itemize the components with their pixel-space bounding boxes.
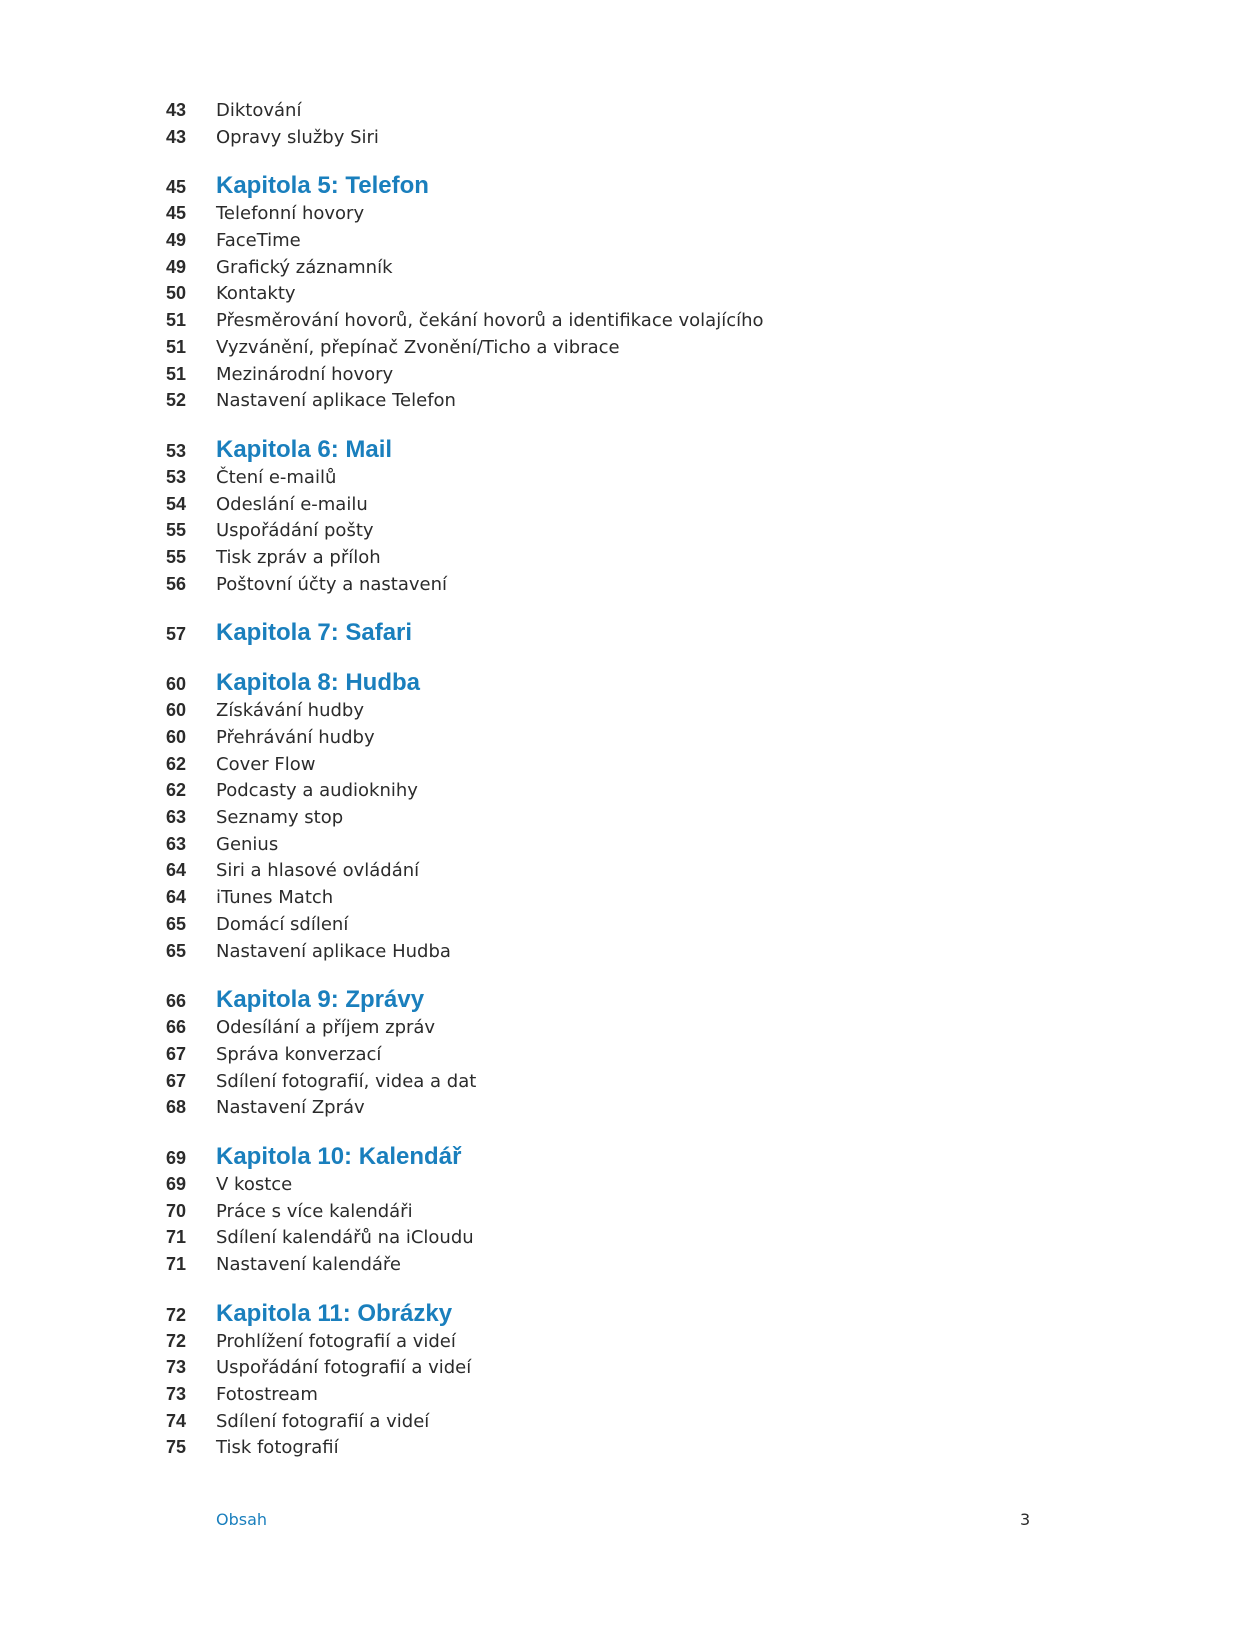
toc-entry[interactable] [166, 1381, 1066, 1408]
section-gap [166, 964, 1066, 986]
toc-entry-title: Sdílení kalendářů na iCloudu [216, 1227, 474, 1249]
toc-entry-title: Odesílání a příjem zpráv [216, 1017, 436, 1039]
toc-chapter-heading[interactable] [166, 986, 1066, 1014]
toc-entry[interactable] [166, 227, 1066, 254]
toc-page-number: 54 [166, 493, 187, 514]
toc-entry[interactable] [166, 1328, 1066, 1355]
toc-entry-title: Práce s více kalendáři [216, 1200, 413, 1222]
toc-entry-title: Tisk zpráv a příloh [216, 546, 381, 568]
toc-entry[interactable] [166, 1171, 1066, 1198]
toc-entry[interactable] [166, 361, 1066, 388]
toc-entry-title: Nastavení Zpráv [216, 1097, 365, 1119]
toc-entry-title: Odeslání e-mailu [216, 493, 368, 515]
toc-entry-title: Grafický záznamník [216, 256, 393, 278]
toc-entry[interactable] [166, 1224, 1066, 1251]
toc-entry-title: Uspořádání fotografií a videí [216, 1357, 472, 1379]
toc-entry-title: Diktování [216, 100, 302, 121]
section-gap [166, 1278, 1066, 1300]
toc-page-number: 75 [166, 1437, 187, 1458]
toc-page-number: 53 [166, 466, 187, 487]
toc-entry-title: Čtení e-mailů [216, 466, 337, 488]
toc-entry[interactable] [166, 831, 1066, 858]
toc-page-number: 51 [166, 336, 187, 357]
toc-page-number: 60 [166, 674, 187, 695]
toc-entry[interactable] [166, 697, 1066, 724]
toc-entry-title: Mezinárodní hovory [216, 363, 394, 385]
toc-entry-title: V kostce [216, 1173, 293, 1195]
toc-entry[interactable] [166, 1041, 1066, 1068]
toc-page-number: 63 [166, 833, 187, 854]
toc-entry-title: Seznamy stop [216, 807, 344, 829]
toc-entry[interactable] [166, 938, 1066, 965]
toc-entry[interactable] [166, 1434, 1066, 1461]
footer-page-number: 3 [1020, 1510, 1031, 1529]
toc-page-number: 60 [166, 700, 187, 721]
toc-entry[interactable] [166, 254, 1066, 281]
toc-entry-title: Získávání hudby [216, 700, 364, 722]
toc-entry[interactable] [166, 911, 1066, 938]
toc-page-number: 69 [166, 1147, 187, 1168]
toc-entry[interactable] [166, 571, 1066, 598]
toc-page-number: 68 [166, 1097, 187, 1118]
toc-entry[interactable] [166, 517, 1066, 544]
toc-page-number: 45 [166, 177, 187, 198]
toc-entry-title: Genius [216, 833, 279, 855]
toc-entry-title: Správa konverzací [216, 1043, 382, 1065]
toc-page-number: 60 [166, 727, 187, 747]
toc-page-number: 55 [166, 520, 187, 541]
toc-entry[interactable] [166, 1094, 1066, 1121]
toc-entry[interactable] [166, 857, 1066, 884]
toc-page-number: 56 [166, 573, 187, 594]
toc-entry[interactable] [166, 724, 1066, 751]
toc-page-number: 66 [166, 1017, 187, 1038]
toc-entry[interactable] [166, 1408, 1066, 1435]
toc-page-number: 73 [166, 1384, 187, 1405]
toc-chapter-heading[interactable] [166, 669, 1066, 697]
toc-page-number: 62 [166, 753, 187, 774]
toc-entry-title: Vyzvánění, přepínač Zvonění/Ticho a vibrace [216, 336, 620, 358]
toc-page-number: 49 [166, 256, 187, 277]
toc-chapter-title: Kapitola 8: Hudba [216, 669, 421, 697]
section-gap [166, 647, 1066, 669]
toc-entry-title: Telefonní hovory [216, 203, 365, 225]
toc-entry-title: Kontakty [216, 283, 296, 305]
toc-entry-title: Opravy služby Siri [216, 126, 379, 148]
toc-entry[interactable] [166, 884, 1066, 911]
toc-entry[interactable] [166, 280, 1066, 307]
toc-page-number: 65 [166, 940, 187, 961]
toc-entry[interactable] [166, 1251, 1066, 1278]
toc-chapter-title: Kapitola 11: Obrázky [216, 1299, 453, 1327]
toc-page-number: 64 [166, 860, 187, 881]
toc-entry[interactable] [166, 307, 1066, 334]
toc-entry[interactable] [166, 1354, 1066, 1381]
toc-entry[interactable] [166, 1198, 1066, 1225]
toc-chapter-title: Kapitola 6: Mail [216, 435, 393, 463]
toc-entry[interactable] [166, 97, 1066, 124]
toc-entry-title: Nastavení kalendáře [216, 1254, 401, 1275]
toc-page-number: 73 [166, 1357, 187, 1378]
toc-page-number: 53 [166, 440, 187, 461]
toc-entry[interactable] [166, 544, 1066, 571]
section-gap [166, 1121, 1066, 1143]
toc-entry-title: iTunes Match [216, 887, 334, 909]
toc-chapter-title: Kapitola 7: Safari [216, 619, 413, 647]
toc-chapter-heading[interactable] [166, 172, 1066, 200]
toc-chapter-title: Kapitola 9: Zprávy [216, 986, 425, 1014]
toc-entry-title: Sdílení fotografií a videí [216, 1410, 430, 1432]
toc-page-number: 71 [166, 1254, 187, 1274]
toc-entry-title: Sdílení fotografií, videa a dat [216, 1070, 477, 1092]
toc-entry-title: Přehrávání hudby [216, 727, 375, 748]
footer-section-label: Obsah [216, 1510, 268, 1529]
toc-page-number: 43 [166, 126, 187, 147]
section-gap [166, 597, 1066, 619]
toc-page-number: 51 [166, 310, 187, 331]
toc-entry-title: Domácí sdílení [216, 913, 349, 935]
toc-entry-title: Přesměrování hovorů, čekání hovorů a identifikace volajícího [216, 310, 764, 332]
toc-entry-title: Siri a hlasové ovládání [216, 860, 420, 882]
toc-chapter-title: Kapitola 5: Telefon [216, 172, 429, 200]
toc-entry[interactable] [166, 1068, 1066, 1095]
toc-page-number: 49 [166, 230, 187, 251]
toc-chapter-heading[interactable] [166, 436, 1066, 464]
toc-page-number: 65 [166, 913, 187, 934]
toc-entry-title: FaceTime [216, 230, 301, 252]
section-gap [166, 150, 1066, 172]
table-of-contents [166, 97, 1066, 1461]
toc-entry-title: Nastavení aplikace Hudba [216, 940, 451, 962]
toc-entry[interactable] [166, 464, 1066, 491]
toc-entry[interactable] [166, 200, 1066, 227]
toc-page-number: 67 [166, 1070, 187, 1091]
toc-page-number: 72 [166, 1304, 187, 1325]
toc-entry-title: Cover Flow [216, 753, 316, 775]
toc-page-number: 43 [166, 100, 187, 120]
toc-page-number: 74 [166, 1410, 187, 1431]
toc-entry-title: Fotostream [216, 1384, 318, 1406]
toc-entry[interactable] [166, 387, 1066, 414]
toc-entry-title: Prohlížení fotografií a videí [216, 1330, 456, 1352]
toc-page-number: 66 [166, 991, 187, 1012]
toc-entry-title: Uspořádání pošty [216, 520, 374, 542]
toc-page-number: 51 [166, 363, 187, 384]
toc-entry[interactable] [166, 491, 1066, 518]
toc-entry[interactable] [166, 804, 1066, 831]
toc-page-number: 70 [166, 1200, 187, 1221]
toc-page-number: 64 [166, 887, 187, 908]
toc-chapter-heading[interactable] [166, 619, 1066, 647]
toc-page-number: 52 [166, 390, 187, 411]
toc-entry-title: Podcasty a audioknihy [216, 780, 418, 802]
toc-page-number: 62 [166, 780, 187, 801]
toc-entry[interactable] [166, 334, 1066, 361]
toc-entry[interactable] [166, 751, 1066, 778]
toc-page-number: 57 [166, 624, 187, 645]
toc-page-number: 55 [166, 546, 187, 567]
toc-page-number: 67 [166, 1043, 187, 1064]
section-gap [166, 414, 1066, 436]
toc-entry[interactable] [166, 124, 1066, 151]
toc-entry-title: Nastavení aplikace Telefon [216, 390, 456, 412]
toc-entry[interactable] [166, 1014, 1066, 1041]
toc-page-number: 63 [166, 807, 187, 828]
toc-page-number: 71 [166, 1227, 187, 1248]
toc-page-number: 50 [166, 283, 187, 304]
toc-chapter-title: Kapitola 10: Kalendář [216, 1142, 462, 1170]
toc-entry[interactable] [166, 777, 1066, 804]
toc-page-number: 72 [166, 1330, 187, 1351]
toc-page-number: 45 [166, 203, 187, 224]
toc-page-number: 69 [166, 1173, 187, 1194]
toc-entry-title: Tisk fotografií [216, 1437, 339, 1459]
toc-chapter-heading[interactable] [166, 1300, 1066, 1328]
toc-chapter-heading[interactable] [166, 1143, 1066, 1171]
toc-entry-title: Poštovní účty a nastavení [216, 573, 447, 595]
